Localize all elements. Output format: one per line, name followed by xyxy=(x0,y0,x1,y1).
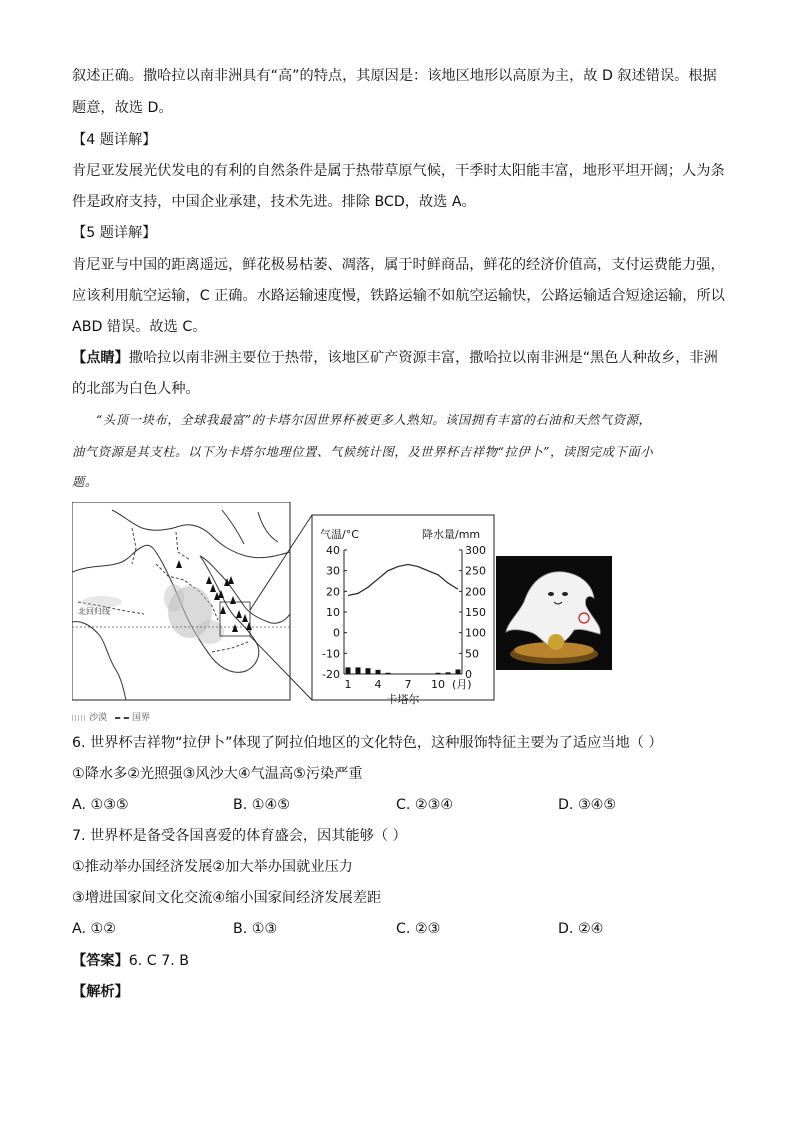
precipitation-bar xyxy=(346,667,351,674)
chart-title: 卡塔尔 xyxy=(386,693,420,706)
q6-option-c[interactable]: C. ②③④ xyxy=(396,797,454,813)
q7-items: ①推动举办国经济发展②加大举办国就业压力 xyxy=(72,859,353,875)
map-legend xyxy=(72,710,150,723)
y-left-tick-label: 40 xyxy=(326,544,340,557)
intro-line: 油气资源是其支柱。以下为卡塔尔地理位置、气候统计图，及世界杯吉祥物“拉伊卜”，读图完成下面小 xyxy=(72,445,654,459)
q7-option-b[interactable]: B. ①③ xyxy=(233,921,278,937)
pointer-label: 【点睛】 xyxy=(72,350,129,366)
y-right-tick-label: 250 xyxy=(465,564,486,578)
q7-items: ③增进国家间文化交流④缩小国家间经济发展差距 xyxy=(72,890,382,906)
text-line: ABD 错误。故选 C。 xyxy=(72,319,207,335)
middle-east-map xyxy=(72,502,290,700)
text-line: 肯尼亚发展光伏发电的有利的自然条件是属于热带草原气候，干季时太阳能丰富，地形平坦开阔；人为条 xyxy=(72,163,725,179)
y-left-label: 气温/°C xyxy=(320,528,359,541)
y-right-tick-label: 200 xyxy=(465,585,486,599)
y-left-tick-label: 20 xyxy=(326,585,340,599)
text-line: 的北部为白色人种。 xyxy=(72,381,200,397)
answer-line xyxy=(72,951,189,971)
q6-option-b[interactable]: B. ①④⑤ xyxy=(233,797,290,813)
y-left-tick-label: 10 xyxy=(326,606,340,619)
q7-stem: 7. 世界杯是备受各国喜爱的体育盛会，因其能够（ ） xyxy=(72,828,407,844)
y-left-tick-label: -10 xyxy=(322,647,340,661)
section-heading-q5: 【5 题详解】 xyxy=(72,225,157,241)
q6-items: ①降水多②光照强③风沙大④气温高⑤污染严重 xyxy=(72,766,363,782)
x-tick-label: 7 xyxy=(404,678,412,691)
intro-line: 题。 xyxy=(72,475,98,489)
y-left-tick-label: 0 xyxy=(333,626,340,640)
y-right-tick-label: 50 xyxy=(465,647,479,661)
text-line: 肯尼亚与中国的距离遥远，鲜花极易枯萎、凋落，属于时鲜商品，鲜花的经济价值高，支付运费能力强， xyxy=(72,257,725,273)
x-tick-label: 4 xyxy=(374,678,382,691)
border-legend-swatch xyxy=(115,717,129,719)
answer-text: 6. C 7. B xyxy=(128,953,190,969)
q6-option-a[interactable]: A. ①③⑤ xyxy=(72,797,129,813)
precipitation-bar xyxy=(436,673,441,674)
precipitation-bar xyxy=(386,673,391,674)
x-tick-label: 10 xyxy=(431,678,445,691)
legend-border: 国界 xyxy=(132,713,151,723)
precipitation-bar xyxy=(356,667,361,674)
mascot-image xyxy=(496,556,612,670)
analysis-label: 【解析】 xyxy=(72,984,129,1000)
y-right-tick-label: 100 xyxy=(465,626,486,640)
q7-option-c[interactable]: C. ②③ xyxy=(396,921,441,937)
intro-line: “头顶一块布，全球我最富”的卡塔尔因世界杯被更多人熟知。该国拥有丰富的石油和天然气资源， xyxy=(96,413,652,427)
y-right-label: 降水量/mm xyxy=(422,528,481,541)
text-line: 应该利用航空运输，C 正确。水路运输速度慢，铁路运输不如航空运输快，公路运输适合短途运输，所以 xyxy=(72,288,725,304)
y-right-tick-label: 150 xyxy=(465,606,486,619)
y-left-tick-label: 30 xyxy=(326,564,340,578)
q6-option-d[interactable]: D. ③④⑤ xyxy=(558,797,617,813)
figure-map-climate-mascot xyxy=(72,502,617,724)
q7-option-a[interactable]: A. ①② xyxy=(72,921,116,937)
section-heading-q4: 【4 题详解】 xyxy=(72,132,157,148)
q6-stem: 6. 世界杯吉祥物“拉伊卜”体现了阿拉伯地区的文化特色，这种服饰特征主要为了适应当地（ ） xyxy=(72,735,663,751)
precipitation-bar xyxy=(456,669,461,674)
text-line: 题意，故选 D。 xyxy=(72,100,173,116)
q7-option-d[interactable]: D. ②④ xyxy=(558,921,604,937)
text-line: 叙述正确。撒哈拉以南非洲具有“高”的特点，其原因是：该地区地形以高原为主，故 D 叙述错误。根据 xyxy=(72,68,717,84)
y-left-tick-label: -20 xyxy=(322,668,340,681)
legend-desert: 沙漠 xyxy=(89,713,108,723)
desert-legend-swatch xyxy=(72,715,86,721)
x-axis-unit: (月) xyxy=(452,678,472,691)
pointer-text: 撒哈拉以南非洲主要位于热带，该地区矿产资源丰富，撒哈拉以南非洲是“黑色人种故乡，非洲 xyxy=(128,350,718,366)
answer-label: 【答案】 xyxy=(72,953,129,969)
text-line: 件是政府支持，中国企业承建，技术先进。排除 BCD，故选 A。 xyxy=(72,194,476,210)
precipitation-bar xyxy=(376,670,381,674)
y-right-tick-label: 0 xyxy=(465,668,472,681)
precipitation-bar xyxy=(446,672,451,674)
tropic-label: 北回归线 xyxy=(78,607,110,616)
x-tick-label: 1 xyxy=(344,678,352,691)
precipitation-bar xyxy=(366,668,371,674)
pointer-paragraph xyxy=(72,348,718,368)
y-right-tick-label: 300 xyxy=(465,544,486,557)
